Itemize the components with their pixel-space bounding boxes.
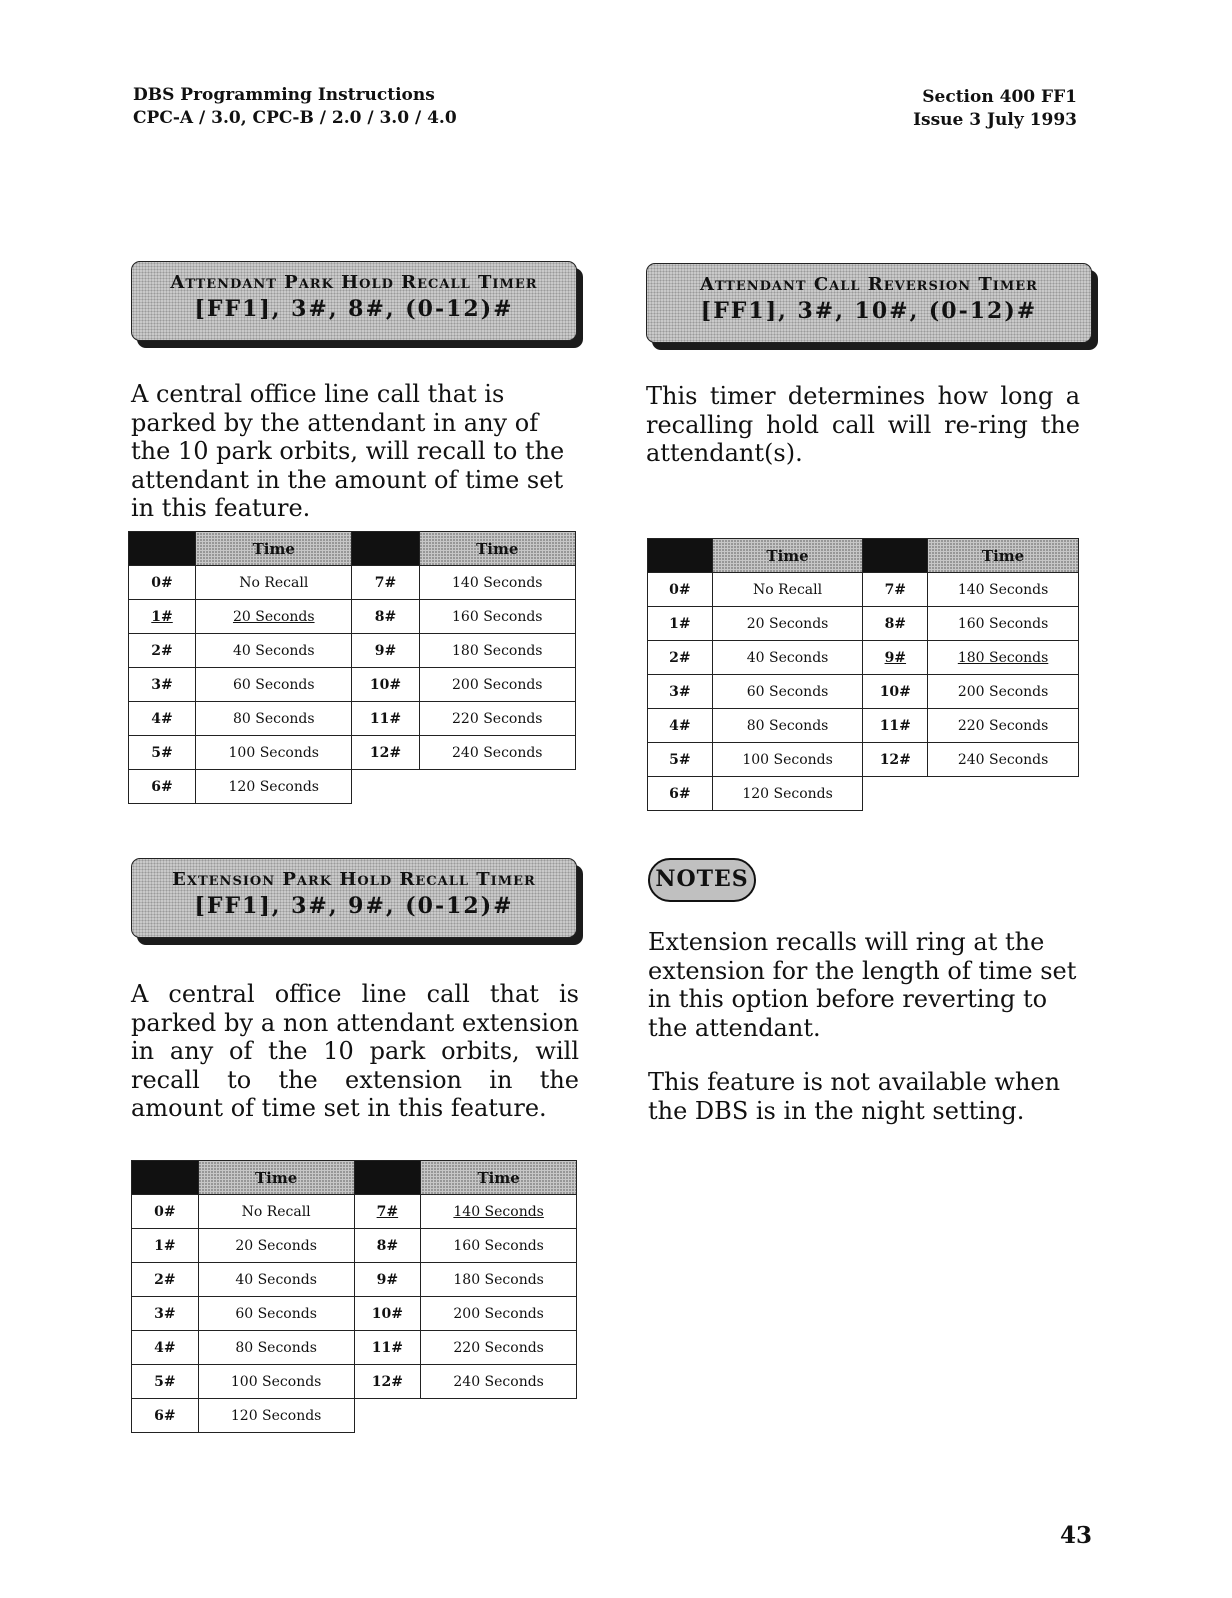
table-row (648, 675, 1079, 709)
code-header-cell (132, 1161, 199, 1195)
code-cell: 12# (863, 743, 928, 777)
code-cell: 5# (648, 743, 713, 777)
code-header-cell (863, 539, 928, 573)
notes-badge: NOTES (648, 858, 756, 902)
code-cell: 8# (354, 1229, 421, 1263)
code-cell: 10# (352, 668, 419, 702)
code-cell: 4# (648, 709, 713, 743)
time-value-cell: 140 Seconds (419, 566, 575, 600)
table-row (129, 736, 576, 770)
code-cell: 8# (352, 600, 419, 634)
table-row (129, 702, 576, 736)
extension-park-timer-table (131, 1160, 577, 1433)
code-cell: 11# (863, 709, 928, 743)
section-number: Section 400 FF1 (922, 87, 1077, 107)
time-value-cell: No Recall (196, 566, 352, 600)
code-cell: 0# (132, 1195, 199, 1229)
code-cell: 9# (354, 1263, 421, 1297)
code-cell: 7# (352, 566, 419, 600)
time-value-cell: 20 Seconds (198, 1229, 354, 1263)
code-cell: 5# (129, 736, 196, 770)
code-cell: 1# (129, 600, 196, 634)
attendant-park-description (131, 380, 579, 549)
code-cell: 2# (129, 634, 196, 668)
time-value-cell: 20 Seconds (712, 607, 863, 641)
banner-code: [FF1], 3#, 10#, (0-12)# (700, 298, 1038, 324)
banner-title: Attendant Call Reversion Timer (700, 274, 1038, 295)
code-header-cell (352, 532, 419, 566)
time-value-cell: 200 Seconds (421, 1297, 577, 1331)
time-value-cell: 100 Seconds (198, 1365, 354, 1399)
code-cell: 7# (354, 1195, 421, 1229)
page-number: 43 (1060, 1522, 1093, 1549)
table-row (132, 1365, 577, 1399)
time-value-cell: 180 Seconds (421, 1263, 577, 1297)
time-value-cell: 200 Seconds (419, 668, 575, 702)
table-row (648, 709, 1079, 743)
time-value-cell: 80 Seconds (196, 702, 352, 736)
time-value-cell: 20 Seconds (196, 600, 352, 634)
time-value-cell: 160 Seconds (419, 600, 575, 634)
time-value-cell: 240 Seconds (928, 743, 1079, 777)
doc-versions: CPC-A / 3.0, CPC-B / 2.0 / 3.0 / 4.0 (133, 108, 457, 128)
table-row (648, 573, 1079, 607)
code-cell: 4# (129, 702, 196, 736)
code-header-cell (129, 532, 196, 566)
time-value-cell: 240 Seconds (421, 1365, 577, 1399)
time-value-cell: 120 Seconds (712, 777, 863, 811)
table-row (129, 566, 576, 600)
code-cell: 8# (863, 607, 928, 641)
code-cell: 1# (132, 1229, 199, 1263)
table-row (648, 641, 1079, 675)
attendant-park-hold-recall-banner (131, 261, 577, 341)
time-value-cell: 220 Seconds (928, 709, 1079, 743)
time-value-cell: 120 Seconds (196, 770, 352, 804)
description-text: A central office line call that is parked by a non attendant extension in any of the 10 park orbits, will recall to the extension in the amount of time set in this feature. (131, 980, 579, 1122)
table-row (648, 743, 1079, 777)
code-cell: 3# (132, 1297, 199, 1331)
table-row (132, 1331, 577, 1365)
code-cell: 12# (352, 736, 419, 770)
time-header: Time (419, 532, 575, 566)
time-value-cell: 180 Seconds (419, 634, 575, 668)
table-header-row (132, 1161, 577, 1195)
table-row (129, 600, 576, 634)
time-value-cell: 60 Seconds (198, 1297, 354, 1331)
table-row (129, 634, 576, 668)
code-cell: 1# (648, 607, 713, 641)
time-value-cell: 80 Seconds (198, 1331, 354, 1365)
table-row (132, 1399, 577, 1433)
time-value-cell: 60 Seconds (712, 675, 863, 709)
time-value-cell: 220 Seconds (419, 702, 575, 736)
time-value-cell: No Recall (712, 573, 863, 607)
code-cell: 6# (132, 1399, 199, 1433)
time-value-cell: 40 Seconds (712, 641, 863, 675)
notes-body (648, 928, 1084, 1151)
notes-paragraph: Extension recalls will ring at the extension for the length of time set in this option before reverting to the attendant. (648, 928, 1077, 1042)
code-cell: 6# (648, 777, 713, 811)
description-text: A central office line call that is parked by the attendant in any of the 10 park orbits, will recall to the attendant in the amount of time set in this feature. (131, 380, 565, 522)
attendant-park-timer-table (128, 531, 576, 804)
code-cell: 11# (352, 702, 419, 736)
extension-park-description (131, 980, 579, 1149)
time-value-cell: No Recall (198, 1195, 354, 1229)
time-header: Time (421, 1161, 577, 1195)
table-row (129, 770, 576, 804)
code-cell: 5# (132, 1365, 199, 1399)
code-cell: 7# (863, 573, 928, 607)
call-reversion-timer-table (647, 538, 1079, 811)
code-cell: 2# (132, 1263, 199, 1297)
time-value-cell: 140 Seconds (928, 573, 1079, 607)
code-cell: 3# (648, 675, 713, 709)
time-value-cell: 40 Seconds (198, 1263, 354, 1297)
document-header-right (913, 86, 1077, 132)
time-value-cell: 160 Seconds (928, 607, 1079, 641)
doc-title: DBS Programming Instructions (133, 85, 435, 105)
code-cell: 9# (863, 641, 928, 675)
code-cell: 11# (354, 1331, 421, 1365)
code-cell: 0# (129, 566, 196, 600)
code-header-cell (648, 539, 713, 573)
table-row (648, 607, 1079, 641)
time-value-cell: 60 Seconds (196, 668, 352, 702)
code-cell: 10# (354, 1297, 421, 1331)
time-value-cell: 240 Seconds (419, 736, 575, 770)
description-text: This timer determines how long a recalling hold call will re-ring the attendant(s). (646, 382, 1080, 467)
table-row (648, 777, 1079, 811)
time-value-cell: 80 Seconds (712, 709, 863, 743)
code-cell: 3# (129, 668, 196, 702)
table-row (132, 1297, 577, 1331)
attendant-call-reversion-banner (646, 263, 1092, 343)
notes-paragraph: This feature is not available when the DBS is in the night setting. (648, 1068, 1061, 1125)
code-cell: 6# (129, 770, 196, 804)
time-value-cell: 160 Seconds (421, 1229, 577, 1263)
banner-title: Extension Park Hold Recall Timer (172, 869, 536, 890)
code-cell: 9# (352, 634, 419, 668)
time-value-cell: 40 Seconds (196, 634, 352, 668)
code-cell: 10# (863, 675, 928, 709)
time-value-cell: 100 Seconds (712, 743, 863, 777)
time-header: Time (196, 532, 352, 566)
banner-title: Attendant Park Hold Recall Timer (170, 272, 538, 293)
time-header: Time (712, 539, 863, 573)
time-value-cell: 180 Seconds (928, 641, 1079, 675)
table-header-row (648, 539, 1079, 573)
empty-cell (863, 777, 1079, 811)
extension-park-hold-recall-banner (131, 858, 577, 938)
time-header: Time (928, 539, 1079, 573)
document-header-left (133, 84, 457, 130)
banner-code: [FF1], 3#, 8#, (0-12)# (194, 296, 514, 322)
time-header: Time (198, 1161, 354, 1195)
table-row (132, 1229, 577, 1263)
code-cell: 12# (354, 1365, 421, 1399)
table-row (129, 668, 576, 702)
code-cell: 4# (132, 1331, 199, 1365)
time-value-cell: 140 Seconds (421, 1195, 577, 1229)
code-cell: 2# (648, 641, 713, 675)
issue-date: Issue 3 July 1993 (913, 110, 1077, 130)
time-value-cell: 200 Seconds (928, 675, 1079, 709)
empty-cell (352, 770, 576, 804)
table-header-row (129, 532, 576, 566)
time-value-cell: 220 Seconds (421, 1331, 577, 1365)
code-header-cell (354, 1161, 421, 1195)
code-cell: 0# (648, 573, 713, 607)
table-row (132, 1195, 577, 1229)
call-reversion-description (646, 382, 1080, 494)
time-value-cell: 120 Seconds (198, 1399, 354, 1433)
banner-code: [FF1], 3#, 9#, (0-12)# (194, 893, 514, 919)
table-row (132, 1263, 577, 1297)
time-value-cell: 100 Seconds (196, 736, 352, 770)
empty-cell (354, 1399, 577, 1433)
